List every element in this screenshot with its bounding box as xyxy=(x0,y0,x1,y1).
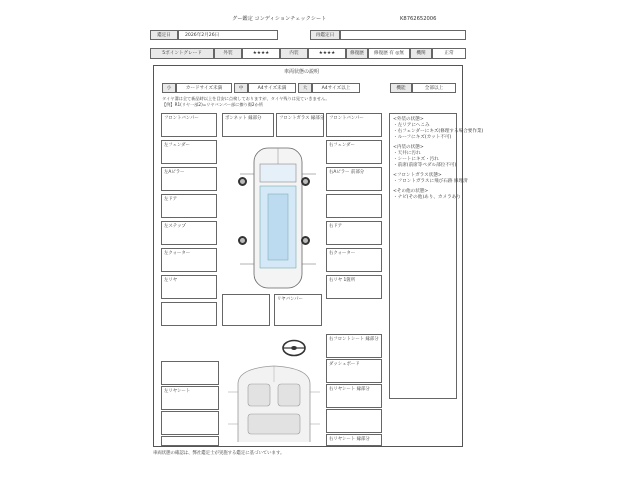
panel-l1-label: 左フェンダー xyxy=(164,143,190,148)
comment-line-8: ・ナビ(その他)あり、カメラあり xyxy=(393,195,461,200)
panel-l3 xyxy=(161,194,217,218)
date-label: 鑑定日 xyxy=(150,30,178,40)
condition-sheet xyxy=(150,10,484,462)
steering-wheel-icon xyxy=(282,339,306,357)
int-r2 xyxy=(326,359,382,383)
panel-r1 xyxy=(326,140,382,164)
panel-front-mid-label: フロントガラス 縁部分 xyxy=(279,116,325,121)
int-r3-label: 右リヤシート 縁部分 xyxy=(329,387,370,392)
rear-left-wheel-icon xyxy=(238,236,247,245)
int-l2-label: 左リヤシート xyxy=(164,389,191,394)
int-l4 xyxy=(161,436,219,446)
interior-label: 内装 xyxy=(280,48,308,59)
exterior-label: 外装 xyxy=(214,48,242,59)
repair-value: 修復歴 有 ◎無 xyxy=(368,48,410,59)
recheck-label: 再鑑定日 xyxy=(310,30,340,40)
date-value: 2026年2月26日 xyxy=(178,30,278,40)
legend-note-2: 【例】R1(リヤ一部2)=リヤバンパー部に擦り傷2か所 xyxy=(162,102,263,107)
panel-l2-label: 左Aピラー xyxy=(164,170,185,175)
panel-l0 xyxy=(161,113,217,137)
rear-right-wheel-icon xyxy=(301,236,310,245)
comment-box xyxy=(389,113,484,399)
front-right-wheel-icon xyxy=(301,177,310,186)
legend-title: 車両状態の説明 xyxy=(284,69,320,75)
comment-line-2: ・右フェンダーにキズ(修理する場合要作業) xyxy=(393,129,484,134)
int-r3 xyxy=(326,384,382,408)
engine-label: 機関 xyxy=(410,48,432,59)
comment-head-3: <フロントガラス状態> xyxy=(393,173,442,178)
panel-bonnet xyxy=(222,113,274,137)
panel-r5 xyxy=(326,248,382,272)
panel-l1 xyxy=(161,140,217,164)
int-r5-label: 右リヤシート 縁部分 xyxy=(329,437,370,442)
int-r1 xyxy=(326,334,382,358)
panel-r6-label: 右リヤ 1箇所 xyxy=(329,278,356,283)
panel-l3-label: 左ドア xyxy=(164,197,178,202)
panel-rear-label: リヤバンパー xyxy=(277,297,303,302)
panel-l2 xyxy=(161,167,217,191)
engine-value: 正常 xyxy=(432,48,466,59)
legend-desc-large: A4サイズ以上 xyxy=(312,83,360,93)
comment-head-2: <内装の状態> xyxy=(393,145,424,150)
comment-head-1: <外装の状態> xyxy=(393,117,424,122)
front-left-wheel-icon xyxy=(238,177,247,186)
car-interior-view xyxy=(224,362,324,446)
panel-bonnet-label: ボンネット 縁部分 xyxy=(225,116,262,121)
int-r1-label: 右フロントシート 縁部分 xyxy=(329,337,379,342)
int-l2 xyxy=(161,386,219,410)
panel-l4-label: 左ステップ xyxy=(164,224,186,229)
footer-note: 車両状態の確認は、弊社鑑定士が実施する鑑定に基づいています。 xyxy=(153,451,285,456)
int-r5 xyxy=(326,434,382,446)
int-l3 xyxy=(161,411,219,435)
panel-l5-label: 左クォーター xyxy=(164,251,191,256)
panel-r2-label: 右Aピラー 前部分 xyxy=(329,170,365,175)
panel-rear-left xyxy=(222,294,270,326)
panel-r3 xyxy=(326,194,382,218)
panel-l6-label: 左リヤ xyxy=(164,278,178,283)
legend-desc-function: 全部以上 xyxy=(412,83,456,93)
panel-r5-label: 右クォーター xyxy=(329,251,356,256)
panel-rear xyxy=(274,294,322,326)
grade-label: 5ポイントグレード xyxy=(150,48,214,59)
legend-note-1: タイヤ溝は全て新品時以上を目安に点検しておりますが、タイヤ残りは見ていきません。 xyxy=(162,96,330,101)
legend-desc-small: カードサイズ未満 xyxy=(176,83,232,93)
comment-line-5: ・シートにキズ・汚れ xyxy=(393,157,439,162)
panel-r0-label: フロントバンパー xyxy=(329,116,364,121)
int-l1 xyxy=(161,361,219,385)
interior-value: ★★★★ xyxy=(308,48,346,59)
int-r2-label: ダッシュボード xyxy=(329,362,360,367)
repair-label: 修復歴 xyxy=(346,48,368,59)
legend-key-medium: 中 xyxy=(234,83,248,93)
panel-l4 xyxy=(161,221,217,245)
car-top-view xyxy=(230,144,326,292)
sheet-code: K8762652006 xyxy=(400,16,437,22)
recheck-value xyxy=(340,30,466,40)
legend-key-function: 機能 xyxy=(390,83,412,93)
panel-l6 xyxy=(161,275,217,299)
exterior-value: ★★★★ xyxy=(242,48,280,59)
comment-head-4: <その他の状態> xyxy=(393,189,429,194)
panel-r2 xyxy=(326,167,382,191)
comment-line-7: ・フロントガラスに飛び石跡 修理済 xyxy=(393,179,468,184)
legend-desc-medium: A4サイズ未満 xyxy=(248,83,296,93)
sheet-title: グー鑑定 コンディションチェックシート xyxy=(232,16,327,22)
legend-key-small: 小 xyxy=(162,83,176,93)
panel-r6 xyxy=(326,275,382,299)
condition-frame xyxy=(153,65,484,447)
panel-r1-label: 右フェンダー xyxy=(329,143,355,148)
comment-line-1: ・左リアにへこみ xyxy=(393,123,430,128)
comment-line-6: ・前席(前席等ペダル部位不可) xyxy=(393,163,457,168)
comment-line-4: ・天井に汚れ xyxy=(393,151,421,156)
panel-r4-label: 右ドア xyxy=(329,224,343,229)
panel-r0 xyxy=(326,113,382,137)
panel-l0-label: フロントバンパー xyxy=(164,116,199,121)
panel-l7 xyxy=(161,302,217,326)
panel-l5 xyxy=(161,248,217,272)
int-r4 xyxy=(326,409,382,433)
legend-key-large: 大 xyxy=(298,83,312,93)
panel-r4 xyxy=(326,221,382,245)
comment-line-3: ・ルーフにキズ(カット不可) xyxy=(393,135,452,140)
panel-front-mid xyxy=(276,113,324,137)
